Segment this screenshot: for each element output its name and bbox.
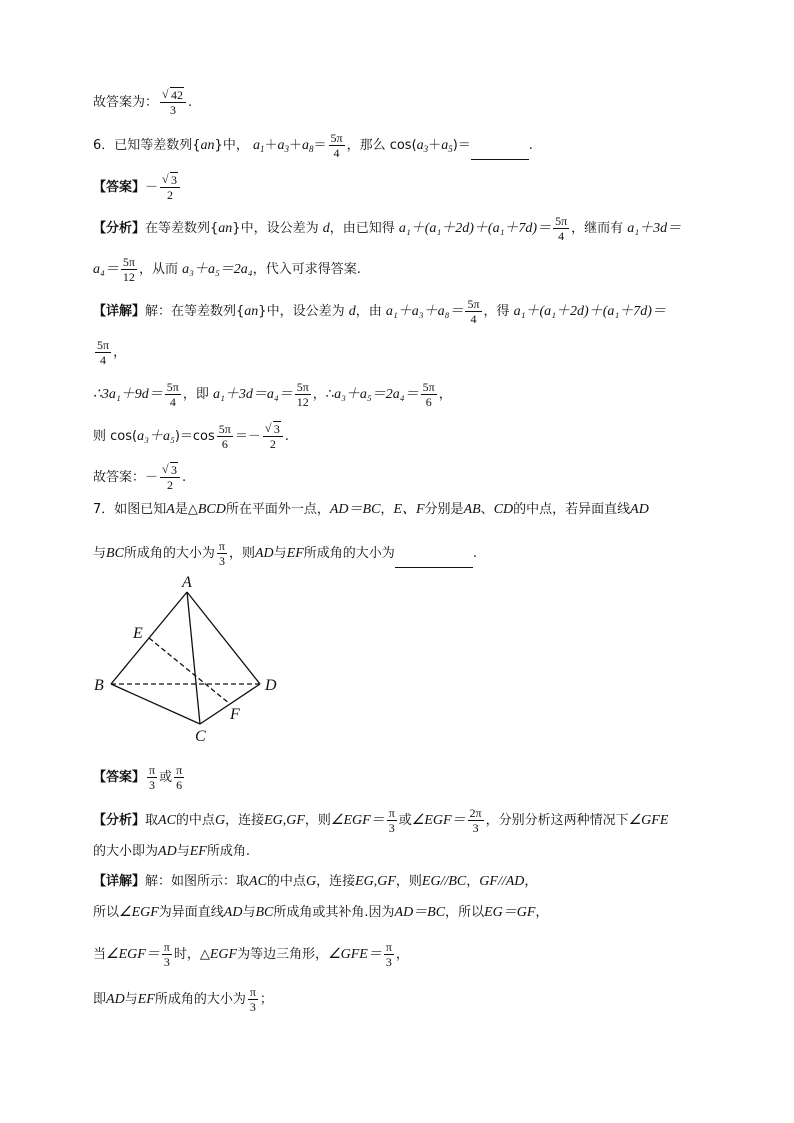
text: ，连接 [225, 813, 265, 828]
denominator: 2 [269, 437, 276, 451]
denominator: 4 [470, 312, 477, 326]
math: BCD [197, 502, 226, 517]
text: 时，△ [173, 947, 210, 962]
fraction [162, 940, 172, 969]
answer-7 [93, 763, 186, 792]
detail-tag: 【详解】 [93, 304, 146, 319]
math: a₃＋a₅＝2a₄ [182, 262, 253, 277]
text: }中，设公差为 [232, 221, 323, 236]
text: ，由已知得 [329, 221, 399, 236]
text: 或 [398, 813, 412, 828]
subscript: 8 [309, 144, 314, 154]
label-F: F [230, 706, 240, 723]
subscript: 3 [284, 144, 289, 154]
question-7-line1 [93, 501, 649, 519]
text: 与 [176, 844, 190, 859]
math: a [302, 138, 309, 153]
math: a₁＋(a₁＋2d)＋(a₁＋7d)＝ [398, 221, 552, 236]
text: 的中点 [266, 874, 306, 889]
analysis-7-line1 [93, 806, 668, 835]
numerator: π [149, 763, 156, 777]
numerator: π [388, 806, 395, 820]
math: EG//BC [421, 874, 467, 889]
math: BC [255, 905, 274, 920]
text: 解：在等差数列{ [145, 304, 245, 319]
denominator: 4 [169, 395, 176, 409]
text: ， [113, 345, 127, 360]
numerator: 5π [97, 338, 110, 352]
text: 是△ [174, 502, 198, 517]
denominator: 12 [296, 395, 309, 409]
fraction [421, 380, 437, 409]
fraction [387, 806, 397, 835]
subscript: 5 [448, 144, 453, 154]
numerator: π [385, 940, 392, 954]
text: 在等差数列{ [145, 221, 219, 236]
text: }中， [214, 138, 249, 153]
text: ，则 [228, 546, 255, 561]
fraction [248, 985, 258, 1014]
text: 故答案为： [93, 95, 159, 110]
math: G [214, 813, 226, 828]
text: 的中点 [175, 813, 215, 828]
radicand: 3 [171, 463, 178, 477]
math: EG,GF [264, 813, 305, 828]
math: E、F [393, 502, 425, 517]
math: an [200, 138, 215, 153]
math: AD＝BC [329, 502, 381, 517]
text: 为等边三角形， [237, 947, 329, 962]
text: ，继而有 [571, 221, 628, 236]
text: 与 [273, 546, 287, 561]
question-6: 6．已知等差数列{an}中， $a_1+a_3+a_8=$ $\frac{5\pi}{4}$ ，那么 $\cos(a_3+a_5)=$ . [93, 131, 533, 160]
numerator: π [176, 763, 183, 777]
math: an [218, 221, 233, 236]
equals: ＝ [313, 138, 327, 153]
text: ， [395, 947, 409, 962]
math: a₄＝ [93, 262, 119, 277]
text: ，分别分析这两种情况下 [485, 813, 629, 828]
math: EF [189, 844, 207, 859]
fraction [263, 422, 283, 451]
answer-6 [93, 173, 182, 202]
text: 则 cos( [93, 429, 138, 444]
numerator: 5π [218, 422, 231, 436]
text: ， [438, 387, 452, 402]
denominator: 2 [167, 188, 174, 202]
answer-line-q5 [93, 88, 192, 117]
denominator: 12 [122, 270, 135, 284]
numerator: 5π [422, 380, 435, 394]
text: ＝－ [234, 429, 261, 444]
denominator: 6 [176, 778, 183, 792]
detail-6-line4 [93, 422, 289, 451]
fraction [160, 173, 180, 202]
text: 当 [93, 947, 107, 962]
math: ∠EGF＝ [106, 947, 160, 962]
denominator: 2 [167, 478, 174, 492]
text: 所成角的大小为 [303, 546, 395, 561]
text: ，则 [395, 874, 422, 889]
subscript: 1 [259, 144, 265, 154]
sqrt [265, 422, 281, 436]
radicand: 42 [171, 88, 184, 102]
math: a₁＋(a₁＋2d)＋(a₁＋7d)＝ [513, 304, 666, 319]
text: 即 [93, 992, 107, 1007]
text: ，由 [355, 304, 386, 319]
denominator: 6 [221, 437, 228, 451]
text: 所成角的大小为 [154, 992, 246, 1007]
numerator: 5π [122, 255, 135, 269]
fraction [465, 297, 481, 326]
numerator: 5π [330, 131, 343, 145]
detail-7-line2 [93, 904, 548, 922]
analysis-tag: 【分析】 [93, 813, 146, 828]
math: a [416, 138, 424, 153]
fraction [174, 763, 184, 792]
text: ， [524, 874, 538, 889]
analysis-6-line2 [93, 255, 361, 284]
text: ，∴ [312, 387, 335, 402]
label-C: C [195, 728, 206, 745]
text: 故答案：－ [93, 470, 159, 485]
fraction [295, 380, 311, 409]
denominator: 3 [472, 821, 479, 835]
math: EF [286, 546, 304, 561]
denominator: 4 [100, 353, 107, 367]
detail-6-line1 [93, 297, 666, 326]
text: 所在平面外一点， [225, 502, 330, 517]
math: a₃＋a₅ [137, 429, 175, 444]
text: 所成角的大小为 [123, 546, 215, 561]
math: GF//AD [479, 874, 525, 889]
math: d [348, 304, 356, 319]
fraction [329, 131, 345, 160]
text: 的大小即为 [93, 844, 159, 859]
detail-6-line3 [93, 380, 452, 409]
denominator: 3 [163, 955, 170, 969]
denominator: 4 [333, 146, 340, 160]
label-D: D [265, 677, 277, 694]
period: . [188, 95, 193, 110]
period: . [182, 470, 187, 485]
math: EG,GF [355, 874, 396, 889]
text: ，连接 [316, 874, 356, 889]
text: ， [535, 905, 549, 920]
text: 所成角或其补角.因为 [273, 905, 395, 920]
math: AD [255, 546, 274, 561]
math: BC [106, 546, 124, 561]
period: . [472, 546, 477, 561]
math: AD＝BC [394, 905, 446, 920]
math: ∠EGF＝ [411, 813, 466, 828]
subscript: 3 [423, 144, 429, 154]
tetrahedron-figure [90, 572, 290, 747]
denominator: 3 [218, 554, 225, 568]
numerator: π [163, 940, 170, 954]
question-7-line2 [93, 539, 477, 568]
text: }中，设公差为 [258, 304, 349, 319]
text: ，从而 [138, 262, 183, 277]
math: A [166, 502, 175, 517]
text: ， [466, 874, 480, 889]
answer-blank [471, 145, 529, 160]
text: 或 [159, 770, 173, 785]
answer-tag: 【答案】 [93, 770, 146, 785]
math: a₁＋3d＝a₄＝ [212, 387, 293, 402]
analysis-tag: 【分析】 [93, 221, 146, 236]
edge-AD [187, 592, 260, 684]
text: 为异面直线 [158, 905, 224, 920]
math: CD [493, 502, 514, 517]
label-B: B [94, 677, 104, 694]
denominator: 4 [558, 229, 565, 243]
text: 7．如图已知 [93, 502, 167, 517]
math: an [244, 304, 259, 319]
numerator: π [249, 985, 256, 999]
math: AD [223, 905, 243, 920]
text: 与 [124, 992, 138, 1007]
math: ∠GFE [628, 813, 669, 828]
math: EF [137, 992, 155, 1007]
text: )＝cos [174, 429, 215, 444]
math: ∠EGF＝ [330, 813, 385, 828]
fraction [160, 88, 186, 117]
math: a₁＋3d＝ [627, 221, 682, 236]
analysis-7-line2 [93, 843, 250, 861]
fraction [217, 539, 227, 568]
math: AD [106, 992, 125, 1007]
math: a [441, 138, 449, 153]
text: 解：如图所示：取 [145, 874, 250, 889]
text: ， [380, 502, 394, 517]
text: 的中点，若异面直线 [513, 502, 631, 517]
math: a₃＋a₅＝2a₄＝ [334, 387, 419, 402]
math: ∴3a₁＋9d＝ [93, 387, 163, 402]
period: . [528, 138, 533, 153]
edge-BC [111, 684, 200, 724]
denominator: 6 [425, 395, 432, 409]
detail-7-line4 [93, 985, 273, 1014]
text: 与 [93, 546, 107, 561]
math: EG＝GF [484, 905, 536, 920]
text: )＝ [452, 138, 471, 153]
text: 与 [242, 905, 256, 920]
fraction [553, 214, 569, 243]
fraction [147, 763, 157, 792]
denominator: 3 [170, 103, 177, 117]
numerator: 5π [296, 380, 309, 394]
text: 所以 [93, 905, 120, 920]
sqrt [162, 88, 184, 102]
edge-AC [187, 592, 200, 724]
text: ，所以 [445, 905, 485, 920]
label-E: E [133, 625, 143, 642]
math: ∠GFE＝ [328, 947, 382, 962]
math: a₁＋a₃＋a₈＝ [385, 304, 464, 319]
text: 6．已知等差数列{ [93, 138, 201, 153]
period: . [284, 429, 289, 444]
math: AD [158, 844, 177, 859]
denominator: 3 [388, 821, 395, 835]
answer-blank [395, 553, 473, 568]
detail-7-line3 [93, 940, 409, 969]
fraction [95, 338, 111, 367]
text: ； [259, 992, 273, 1007]
math: EGF [209, 947, 238, 962]
text: ，即 [182, 387, 213, 402]
math: a [252, 138, 260, 153]
math: d [322, 221, 330, 236]
fraction [468, 806, 484, 835]
radicand: 3 [273, 422, 280, 436]
detail-6-line2 [93, 338, 126, 367]
math: a [277, 138, 285, 153]
numerator: π [218, 539, 225, 553]
text: ，则 [304, 813, 331, 828]
math: ∠EGF [119, 905, 159, 920]
label-A: A [182, 574, 192, 591]
fraction [165, 380, 181, 409]
denominator: 3 [149, 778, 156, 792]
numerator: 2π [469, 806, 482, 820]
fraction [160, 463, 180, 492]
denominator: 3 [385, 955, 392, 969]
detail-7-line1 [93, 873, 537, 891]
text: ，那么 cos( [346, 138, 417, 153]
math: AC [158, 813, 176, 828]
detail-tag: 【详解】 [93, 874, 146, 889]
segment-EF-hidden [149, 638, 230, 704]
text: ，代入可求得答案. [252, 262, 361, 277]
numerator: 5π [555, 214, 568, 228]
fraction [384, 940, 394, 969]
math: G [305, 874, 317, 889]
answer-tag: 【答案】 [93, 180, 146, 195]
math: AC [249, 874, 267, 889]
fraction [217, 422, 233, 451]
radicand: 3 [171, 173, 178, 187]
fraction [121, 255, 137, 284]
text: 所成角. [206, 844, 250, 859]
text: ，得 [483, 304, 514, 319]
analysis-6-line1 [93, 214, 681, 243]
numerator: 5π [467, 297, 480, 311]
numerator: 5π [166, 380, 179, 394]
text: 、 [480, 502, 494, 517]
sqrt [162, 173, 178, 187]
denominator: 3 [249, 1000, 256, 1014]
math: AD [630, 502, 649, 517]
sqrt [162, 463, 178, 477]
detail-6-line5 [93, 463, 186, 492]
math: AB [463, 502, 481, 517]
sign: － [145, 180, 159, 195]
text: 取 [145, 813, 159, 828]
text: 分别是 [424, 502, 464, 517]
